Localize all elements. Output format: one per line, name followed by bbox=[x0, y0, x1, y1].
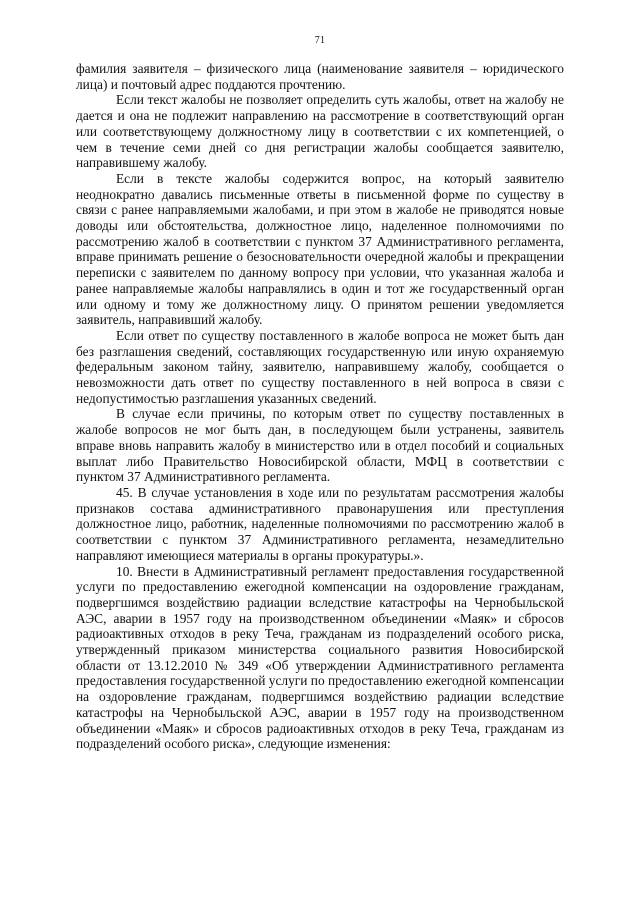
paragraph-reasons-eliminated: В случае если причины, по которым ответ по существу поставленных в жалобе вопросов не мог быть дан, в последующем были устранены, заявитель вправе вновь направить жалобу в министерство или в отдел пособий и социальных выплат либо Правительство Новосибирской области, МФЦ в соответствии с пунктом 37 Административного регламента. bbox=[76, 406, 564, 485]
document-body bbox=[76, 61, 564, 752]
paragraph-item-45: 45. В случае установления в ходе или по результатам рассмотрения жалобы признаков состава административного правонарушения или преступления должностное лицо, работник, наделенные полномочиями по рассмотрению жалоб в соответствии с пунктом 37 Административного регламента, незамедлительно направляют имеющиеся материалы в органы прокуратуры.». bbox=[76, 484, 564, 563]
paragraph-applicant-address: фамилия заявителя – физического лица (наименование заявителя – юридического лица) и почтовый адрес поддаются прочтению. bbox=[76, 61, 564, 92]
paragraph-item-10: 10. Внести в Административный регламент предоставления государственной услуги по предоставлению ежегодной компенсации на оздоровление гражданам, подвергшимся воздействию радиации вследствие катастрофы на Чернобыльской АЭС, аварии в 1957 году на производственном объединении «Маяк» и сбросов радиоактивных отходов в реку Теча, гражданам из подразделений особого риска, утвержденный приказом министерства социального развития Новосибирской области от 13.12.2010 № 349 «Об утверждении Административного регламента предоставления государственной услуги по предоставлению ежегодной компенсации на оздоровление гражданам, подвергшимся воздействию радиации вследствие катастрофы на Чернобыльской АЭС, аварии в 1957 году на производственном объединении «Маяк» и сбросов радиоактивных отходов в реку Теча, гражданам из подразделений особого риска», следующие изменения: bbox=[76, 563, 565, 752]
paragraph-repeated-question: Если в тексте жалобы содержится вопрос, на который заявителю неоднократно давались письменные ответы в письменной форме по существу в связи с ранее направляемыми жалобами, и при этом в жалобе не приводятся новые доводы или обстоятельства, должностное лицо, наделенное полномочиями по рассмотрению жалоб в соответствии с пунктом 37 Административного регламента, вправе принимать решение о безосновательности очередной жалобы и прекращении переписки с заявителем по данному вопросу при условии, что указанная жалоба и ранее направляемые жалобы направлялись в один и тот же государственный орган или одному и тому же должностному лицу. О принятом решении уведомляется заявитель, направивший жалобу. bbox=[76, 170, 564, 328]
page-number: 71 bbox=[314, 35, 326, 46]
paragraph-state-secret: Если ответ по существу поставленного в жалобе вопроса не может быть дан без разглашения сведений, составляющих государственную или иную охраняемую федеральным законом тайну, заявителю, направившему жалобу, сообщается о невозможности дать ответ по существу поставленного в ней вопроса в связи с недопустимостью разглашения указанных сведений. bbox=[76, 327, 564, 406]
paragraph-complaint-unclear: Если текст жалобы не позволяет определить суть жалобы, ответ на жалобу не дается и она не подлежит направлению на рассмотрение в соответствующий орган или соответствующему должностному лицу в соответствии с их компетенцией, о чем в течение семи дней со дня регистрации жалобы сообщается заявителю, направившему жалобу. bbox=[76, 92, 564, 171]
